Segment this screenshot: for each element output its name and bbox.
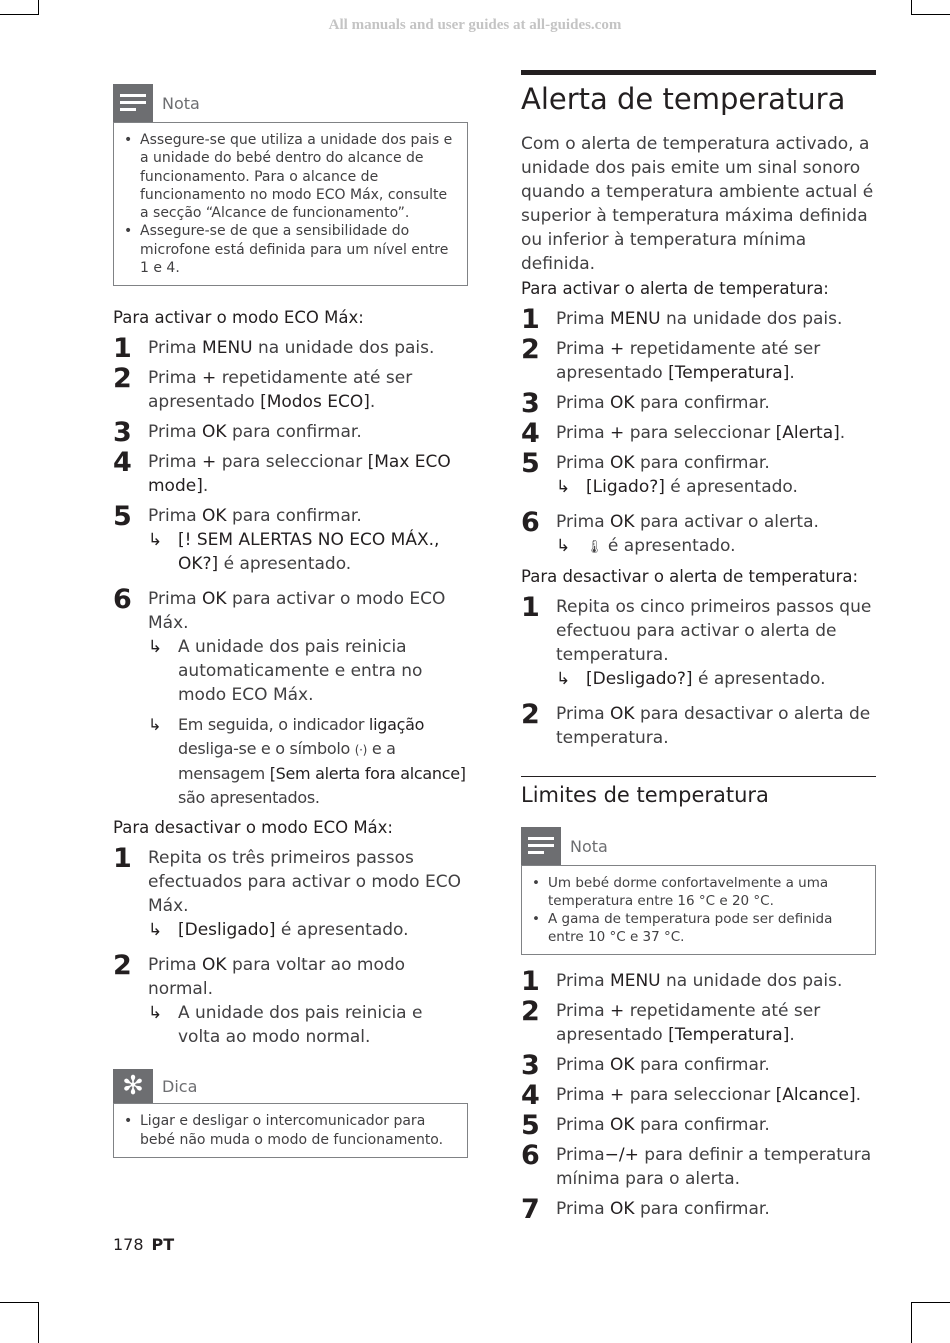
note-header bbox=[521, 827, 876, 865]
crop-mark bbox=[0, 1302, 38, 1303]
tip-icon: ✻ bbox=[113, 1069, 153, 1103]
step: 3 Prima OK para confirmar. bbox=[521, 388, 770, 419]
arrow-icon: ↳ bbox=[148, 1003, 163, 1024]
arrow-icon: ↳ bbox=[556, 669, 571, 689]
step-result: ↳ [! SEM ALERTAS NO ECO MÁX., OK?] é apresentado. bbox=[148, 530, 440, 575]
step: 5 Prima OK para confirmar. bbox=[521, 1110, 770, 1141]
step: 3 Prima OK para confirmar. bbox=[521, 1050, 770, 1081]
step-result: ↳ A unidade dos pais reinicia automaticamente e entra no modo ECO Máx. bbox=[148, 637, 423, 706]
alert-on-heading: Para activar o alerta de temperatura: bbox=[521, 279, 829, 298]
tip-item: • Ligar e desligar o intercomunicador para bebé não muda o modo de funcionamento. bbox=[123, 1112, 458, 1149]
step-result: ↳ [Desligado?] é apresentado. bbox=[556, 669, 826, 689]
note-item: • Um bebé dorme confortavelmente a uma temperatura entre 16 °C e 20 °C. bbox=[531, 874, 866, 910]
step: 7 Prima OK para confirmar. bbox=[521, 1194, 770, 1225]
step: 1 Repita os três primeiros passos efectuados para activar o modo ECO Máx. ↳ [Desligado] é apresentado. bbox=[113, 846, 468, 942]
section-title: Alerta de temperatura bbox=[521, 82, 846, 116]
step: 2 Prima + repetidamente até ser apresentado [Temperatura]. bbox=[521, 334, 821, 383]
section-rule bbox=[521, 776, 876, 777]
step-result: ↳ Em seguida, o indicador ligação desliga-se e o símbolo (·) e a mensagem [Sem alerta fora alcance] são apresentados. bbox=[148, 715, 466, 808]
alert-off-steps bbox=[521, 592, 876, 750]
step: 6 Prima OK para activar o modo ECO Máx. ↳ A unidade dos pais reinicia automaticamente e entra no modo ECO Máx. ↳ Em seguida, o indicador ligação desliga-se e o símbolo (·) e a mensagem [Sem alerta fora alcance] são apresentados. bbox=[113, 587, 468, 810]
arrow-icon: ↳ bbox=[148, 530, 163, 551]
step: 2 Prima + repetidamente até ser apresentado [Temperatura]. bbox=[521, 996, 821, 1045]
alert-on-steps bbox=[521, 304, 876, 560]
right-column bbox=[521, 70, 876, 1225]
eco-off-heading: Para desactivar o modo ECO Máx: bbox=[113, 818, 393, 838]
step-result: ↳ [Desligado] é apresentado. bbox=[148, 920, 409, 941]
step-result: ↳ [Ligado?] é apresentado. bbox=[556, 477, 798, 497]
arrow-icon: ↳ bbox=[148, 920, 163, 941]
tip-box bbox=[113, 1103, 468, 1158]
language-code: PT bbox=[151, 1235, 175, 1254]
crop-mark bbox=[911, 0, 912, 15]
crop-mark bbox=[0, 14, 38, 15]
crop-mark bbox=[911, 1302, 912, 1343]
crop-mark bbox=[912, 14, 950, 15]
step: 1 Prima MENU na unidade dos pais. bbox=[521, 304, 843, 335]
page-footer bbox=[113, 1235, 174, 1254]
arrow-icon: ↳ bbox=[148, 715, 162, 735]
note-item: • A gama de temperatura pode ser definida entre 10 °C e 37 °C. bbox=[531, 910, 866, 946]
crop-mark bbox=[912, 1302, 950, 1303]
thermometer-icon: 🌡 bbox=[586, 540, 603, 555]
crop-mark bbox=[38, 1302, 39, 1343]
eco-off-steps bbox=[113, 843, 468, 1049]
left-column bbox=[113, 84, 468, 1158]
step: 1 Repita os cinco primeiros passos que efectuou para activar o alerta de temperatura. ↳ [Desligado?] é apresentado. bbox=[521, 595, 876, 691]
step: 5 Prima OK para confirmar. ↳ [Ligado?] é apresentado. bbox=[521, 451, 876, 499]
alert-off-heading: Para desactivar o alerta de temperatura: bbox=[521, 567, 859, 586]
note-item: • Assegure-se que utiliza a unidade dos pais e a unidade do bebé dentro do alcance de funcionamento. Para o alcance de funcionamento no modo ECO Máx, consulte a secção “Alcance de funcionamento”. bbox=[123, 131, 458, 222]
step: 2 Prima + repetidamente até ser apresentado [Modos ECO]. bbox=[113, 363, 413, 413]
step: 4 Prima + para seleccionar [Alcance]. bbox=[521, 1080, 861, 1111]
section-rule bbox=[521, 70, 876, 75]
step: 1 Prima MENU na unidade dos pais. bbox=[521, 966, 843, 997]
eco-on-heading: Para activar o modo ECO Máx: bbox=[113, 308, 364, 328]
signal-icon: (·) bbox=[354, 743, 368, 758]
step: 3 Prima OK para confirmar. bbox=[113, 417, 362, 449]
arrow-icon: ↳ bbox=[556, 536, 571, 556]
step: 5 Prima OK para confirmar. ↳ [! SEM ALERTAS NO ECO MÁX., OK?] é apresentado. bbox=[113, 504, 468, 576]
arrow-icon: ↳ bbox=[148, 637, 163, 658]
note-box bbox=[113, 122, 468, 286]
page-number: 178 bbox=[113, 1235, 144, 1254]
step: 2 Prima OK para voltar ao modo normal. ↳ A unidade dos pais reinicia e volta ao modo normal. bbox=[113, 953, 468, 1049]
note-item: • Assegure-se de que a sensibilidade do microfone está definida para um nível entre 1 e 4. bbox=[123, 222, 458, 277]
note-icon bbox=[521, 827, 561, 865]
arrow-icon: ↳ bbox=[556, 477, 571, 497]
step-result: ↳ A unidade dos pais reinicia e volta ao modo normal. bbox=[148, 1003, 423, 1048]
tip-label: Dica bbox=[162, 1076, 198, 1096]
step: 6 Prima−/+ para definir a temperatura mínima para o alerta. bbox=[521, 1140, 872, 1189]
step: 2 Prima OK para desactivar o alerta de temperatura. bbox=[521, 699, 871, 748]
note-label: Nota bbox=[570, 836, 608, 856]
intro-paragraph: Com o alerta de temperatura activado, a unidade dos pais emite um sinal sonoro quando a temperatura ambiente actual é superior à temperatura máxima definida ou inferior à temperatura mínima definida. bbox=[521, 134, 874, 274]
crop-mark bbox=[38, 0, 39, 15]
note-header bbox=[113, 84, 468, 122]
limits-steps bbox=[521, 966, 876, 1225]
step: 6 Prima OK para activar o alerta. ↳ 🌡 é apresentado. bbox=[521, 510, 876, 560]
note-icon bbox=[113, 84, 153, 122]
section-title: Limites de temperatura bbox=[521, 783, 769, 807]
tip-header bbox=[113, 1069, 468, 1103]
step: 4 Prima + para seleccionar [Alerta]. bbox=[521, 418, 846, 449]
note-box bbox=[521, 865, 876, 955]
step: 1 Prima MENU na unidade dos pais. bbox=[113, 333, 435, 365]
step: 4 Prima + para seleccionar [Max ECO mode]. bbox=[113, 447, 451, 497]
eco-on-steps bbox=[113, 333, 468, 810]
step-result: ↳ 🌡 é apresentado. bbox=[556, 536, 736, 556]
note-label: Nota bbox=[162, 93, 200, 113]
watermark: All manuals and user guides at all-guides.com bbox=[328, 17, 622, 33]
